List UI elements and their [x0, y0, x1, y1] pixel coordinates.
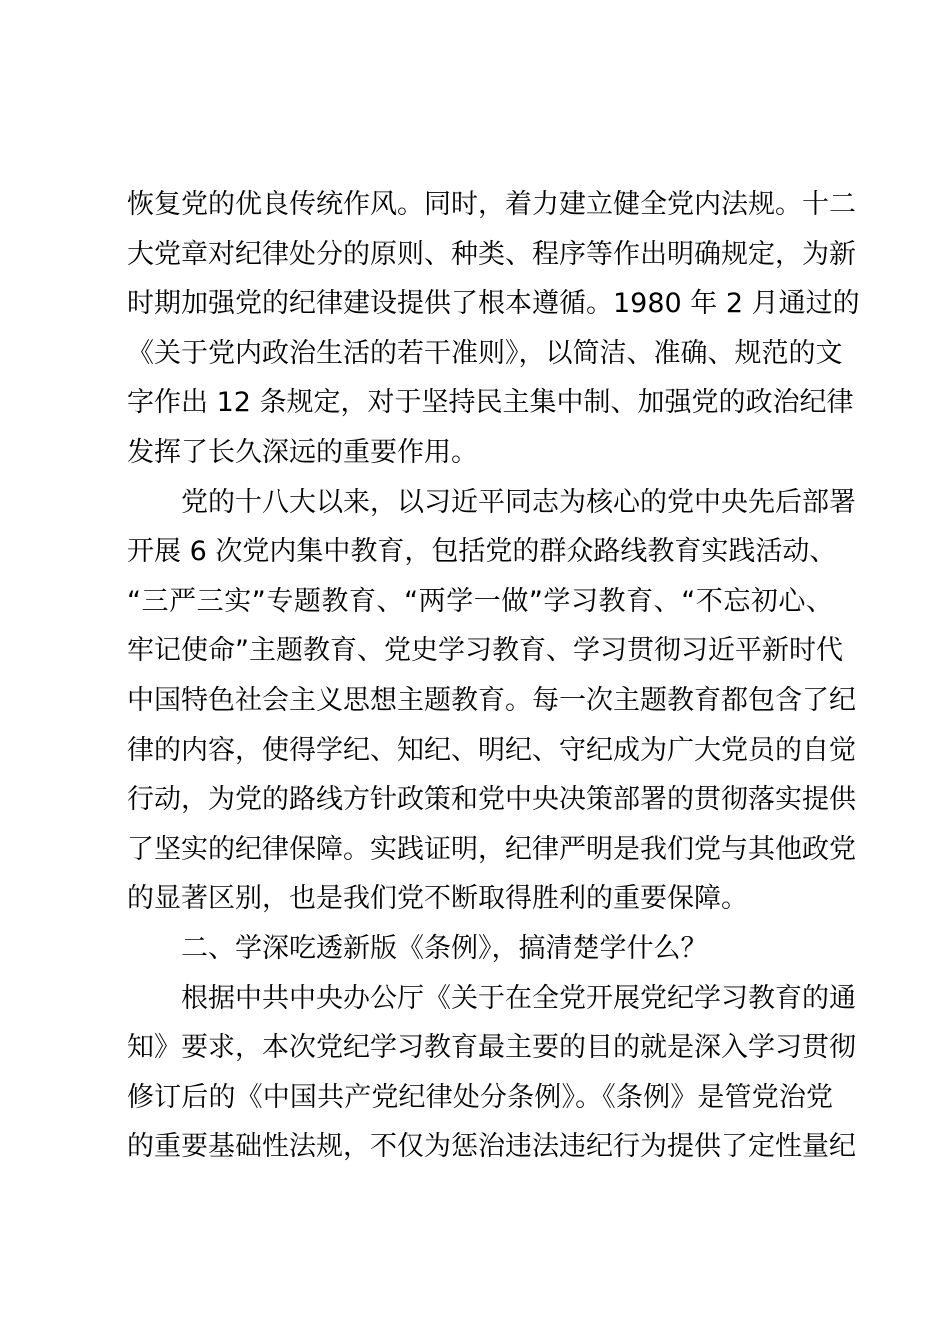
- text-line: 大党章对纪律处分的原则、种类、程序等作出明确规定，为新: [127, 238, 856, 270]
- text-line: 时期加强党的纪律建设提供了根本遵循。1980 年 2 月通过的: [127, 288, 860, 320]
- text-line: “三严三实”专题教育、“两学一做”学习教育、“不忘初心、: [127, 585, 833, 617]
- text-line: 二、学深吃透新版《条例》，搞清楚学什么？: [181, 932, 708, 964]
- text-line: 修订后的《中国共产党纪律处分条例》。《条例》是管党治党: [127, 1081, 833, 1113]
- paragraph: [127, 974, 856, 1172]
- document-body: [127, 180, 860, 1172]
- text-line: 根据中共中央办公厅《关于在全党开展党纪学习教育的通: [181, 982, 856, 1014]
- text-line: 律的内容，使得学纪、知纪、明纪、守纪成为广大党员的自觉: [127, 734, 856, 766]
- paragraph: [127, 478, 856, 924]
- paragraph: [127, 180, 860, 478]
- text-line: 党的十八大以来，以习近平同志为核心的党中央先后部署: [181, 486, 856, 518]
- text-line: 行动，为党的路线方针政策和党中央决策部署的贯彻落实提供: [127, 784, 856, 816]
- text-line: 中国特色社会主义思想主题教育。每一次主题教育都包含了纪: [127, 684, 856, 716]
- text-line: 发挥了长久深远的重要作用。: [127, 436, 478, 468]
- section-heading: [127, 924, 833, 974]
- text-line: 开展 6 次党内集中教育，包括党的群众路线教育实践活动、: [127, 536, 837, 568]
- text-line: 《关于党内政治生活的若干准则》，以简洁、准确、规范的文: [127, 337, 843, 369]
- text-line: 恢复党的优良传统作风。同时，着力建立健全党内法规。十二: [127, 189, 856, 220]
- text-line: 了坚实的纪律保障。实践证明，纪律严明是我们党与其他政党: [127, 833, 856, 865]
- text-line: 知》要求，本次党纪学习教育最主要的目的就是深入学习贯彻: [127, 1032, 856, 1064]
- text-line: 的重要基础性法规，不仅为惩治违法违纪行为提供了定性量纪: [127, 1131, 856, 1163]
- text-line: 牢记使命”主题教育、党史学习教育、学习贯彻习近平新时代: [127, 635, 843, 667]
- text-line: 字作出 12 条规定，对于坚持民主集中制、加强党的政治纪律: [127, 387, 854, 419]
- text-line: 的显著区别，也是我们党不断取得胜利的重要保障。: [127, 883, 748, 915]
